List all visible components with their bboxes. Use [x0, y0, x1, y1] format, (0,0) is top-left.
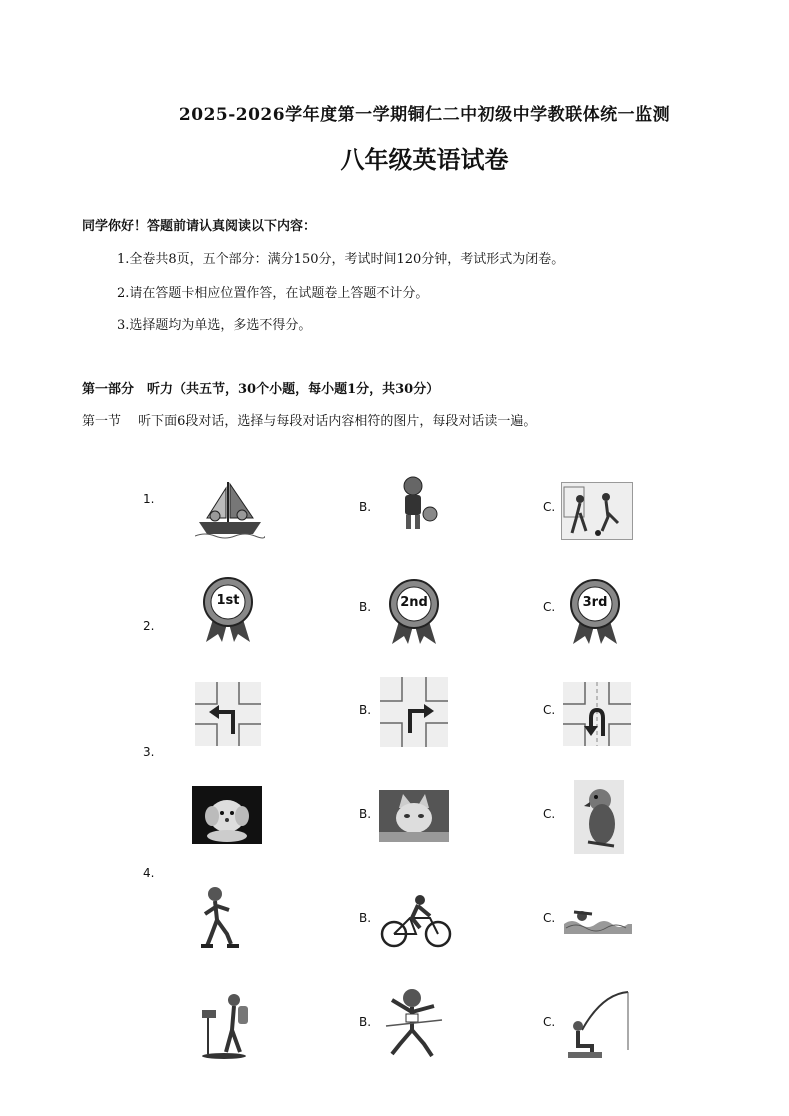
basketball-boy-icon	[393, 474, 439, 532]
option-c-label: C.	[543, 500, 556, 514]
rule-item: 1.全卷共8页，五个部分：满分150分，考试时间120分钟，考试形式为闭卷。	[117, 252, 565, 267]
rule-item: 3.选择题均为单选，多选不得分。	[117, 318, 312, 333]
option-b-label: B.	[359, 500, 372, 514]
option-c-label: C.	[543, 1015, 556, 1029]
option-c-label: C.	[543, 600, 556, 614]
question-number: 3.	[143, 745, 155, 759]
cyclist-icon	[380, 892, 452, 950]
medal-label: 2nd	[400, 595, 428, 610]
option-c-label: C.	[543, 911, 556, 925]
kitten-photo	[379, 790, 449, 842]
skater-icon	[193, 884, 263, 954]
option-b-label: B.	[359, 807, 372, 821]
parrot-photo	[574, 780, 624, 854]
swimmer-icon	[564, 906, 632, 936]
medal-1st-icon	[198, 572, 258, 644]
option-b-label: B.	[359, 911, 372, 925]
option-b-label: B.	[359, 703, 372, 717]
option-b-label: B.	[359, 1015, 372, 1029]
section1-instructions: 第一节 听下面6段对话，选择与每段对话内容相符的图片，每段对话读一遍。	[82, 414, 537, 429]
sailboat-icon	[195, 478, 265, 540]
puppy-photo	[192, 786, 262, 844]
u-turn-sign-icon	[563, 682, 631, 746]
exam-title: 八年级英语试卷	[340, 145, 509, 174]
rule-item: 2.请在答题卡相应位置作答，在试题卷上答题不计分。	[117, 286, 429, 301]
notice-heading: 同学你好！答题前请认真阅读以下内容：	[82, 219, 317, 234]
medal-label: 1st	[216, 593, 240, 608]
soccer-players-icon	[561, 482, 633, 540]
runner-icon	[382, 986, 446, 1060]
question-number: 1.	[143, 492, 155, 506]
option-c-label: C.	[543, 807, 556, 821]
medal-2nd-icon	[384, 574, 444, 646]
exam-header: 2025-2026学年度第一学期铜仁二中初级中学教联体统一监测	[178, 105, 671, 125]
part1-title: 第一部分 听力（共五节，30个小题，每小题1分，共30分）	[82, 382, 440, 397]
medal-3rd-icon	[565, 574, 625, 646]
question-number: 4.	[143, 866, 155, 880]
option-c-label: C.	[543, 703, 556, 717]
medal-label: 3rd	[582, 595, 608, 610]
fisherman-icon	[562, 990, 638, 1062]
hiker-icon	[198, 990, 254, 1060]
turn-right-sign-icon	[380, 677, 448, 747]
question-number: 2.	[143, 619, 155, 633]
option-b-label: B.	[359, 600, 372, 614]
turn-left-sign-icon	[195, 682, 261, 746]
